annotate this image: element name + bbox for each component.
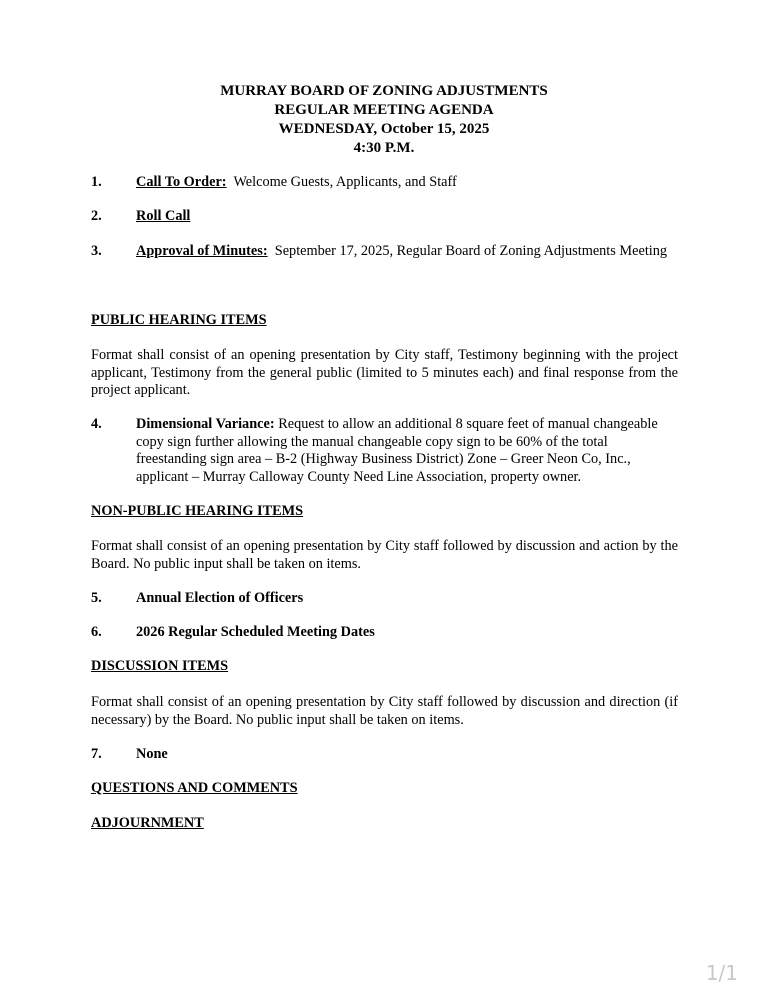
page-indicator: 1/1 bbox=[705, 960, 738, 985]
agenda-item-none bbox=[136, 746, 678, 764]
section-heading-non-public-hearing: NON-PUBLIC HEARING ITEMS bbox=[91, 503, 304, 519]
agenda-title-line2: REGULAR MEETING AGENDA bbox=[274, 102, 494, 118]
section-heading-discussion: DISCUSSION ITEMS bbox=[91, 658, 229, 674]
section-heading-questions: QUESTIONS AND COMMENTS bbox=[91, 780, 298, 796]
section-description: Format shall consist of an opening presentation by City staff, Testimony beginning with the project applicant, Testimony from the general public (limited to 5 minutes each) and final response from the project applicant. bbox=[91, 347, 678, 398]
item-title: Call To Order: bbox=[136, 174, 227, 190]
item-number: 7. bbox=[91, 746, 102, 762]
item-number: 5. bbox=[91, 590, 102, 606]
item-title: Roll Call bbox=[136, 208, 191, 224]
agenda-item-roll-call bbox=[136, 208, 678, 226]
agenda-time: 4:30 P.M. bbox=[353, 140, 415, 156]
item-title: Dimensional Variance: bbox=[136, 416, 275, 432]
item-title: None bbox=[136, 746, 168, 762]
item-number: 6. bbox=[91, 624, 102, 640]
section-heading-adjournment: ADJOURNMENT bbox=[91, 815, 204, 831]
item-number: 3. bbox=[91, 243, 102, 259]
item-number: 2. bbox=[91, 208, 102, 224]
agenda-item-call-to-order bbox=[136, 174, 678, 192]
item-number: 4. bbox=[91, 416, 102, 432]
item-text: September 17, 2025, Regular Board of Zoning Adjustments Meeting bbox=[274, 243, 668, 259]
item-number: 1. bbox=[91, 174, 102, 190]
agenda-item-annual-election bbox=[136, 590, 678, 608]
item-title: Approval of Minutes: bbox=[136, 243, 268, 259]
item-text: Request to allow an additional 8 square feet of manual changeable copy sign further allowing the manual changeable copy sign to be 60% of the total freestanding sign area – B-2 (Highway Business District) Zone – Greer Neon Co, Inc., applicant – Murray Calloway County Need Line Association, property owner. bbox=[136, 416, 658, 485]
agenda-item-meeting-dates bbox=[136, 624, 678, 642]
item-text: Welcome Guests, Applicants, and Staff bbox=[233, 174, 457, 190]
agenda-title-line1: MURRAY BOARD OF ZONING ADJUSTMENTS bbox=[220, 83, 548, 99]
item-title: 2026 Regular Scheduled Meeting Dates bbox=[136, 624, 375, 640]
agenda-item-approval-of-minutes bbox=[136, 243, 678, 261]
section-heading-public-hearing: PUBLIC HEARING ITEMS bbox=[91, 312, 267, 328]
agenda-date: WEDNESDAY, October 15, 2025 bbox=[278, 121, 490, 137]
section-description: Format shall consist of an opening presentation by City staff followed by discussion and direction (if necessary) by the Board. No public input shall be taken on items. bbox=[91, 694, 678, 728]
item-title: Annual Election of Officers bbox=[136, 590, 304, 606]
section-description: Format shall consist of an opening presentation by City staff followed by discussion and action by the Board. No public input shall be taken on items. bbox=[91, 538, 678, 572]
agenda-item-dimensional-variance bbox=[136, 416, 676, 486]
